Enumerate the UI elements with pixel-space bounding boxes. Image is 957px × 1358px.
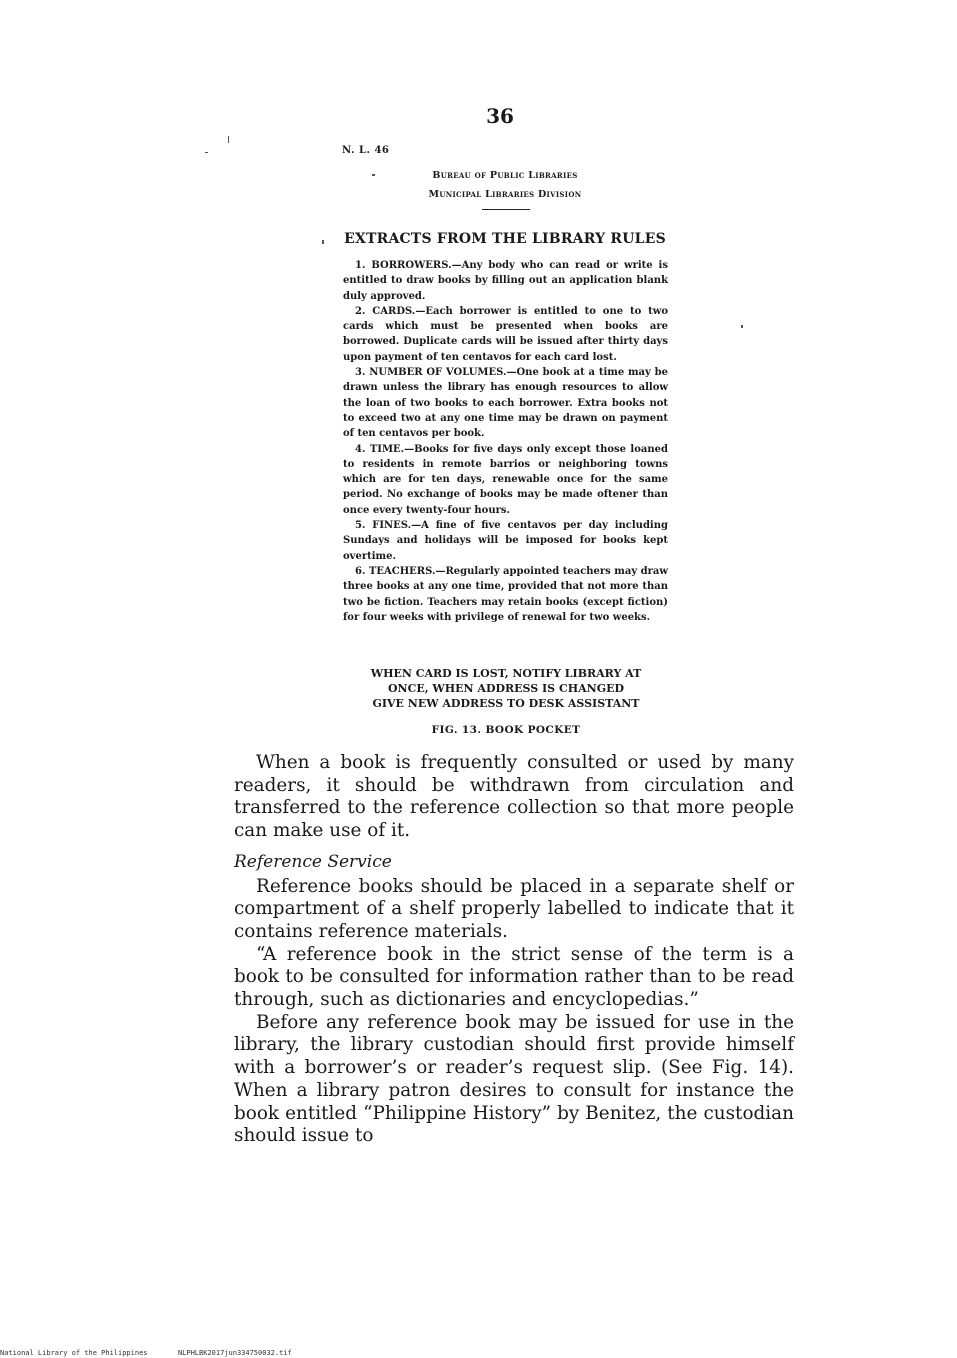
rule-item: 1. BORROWERS.—Any body who can read or write is entitled to draw books by filling out an application blank duly approved. (343, 260, 668, 302)
page-number: 36 (486, 104, 514, 128)
section-heading: Reference Service (234, 851, 392, 872)
paragraph: Before any reference book may be issued for use in the library, the library custodian should first provide himself with a borrower’s or reader’s request slip. (See Fig. 14). When a library patron desires to consult for instance the book entitled “Philippine History” by Benitez, the custodian should issue to (234, 1011, 794, 1147)
rule-item: 2. CARDS.—Each borrower is entitled to one to two cards which must be presented when books are borrowed. Duplicate cards will be issued after thirty days upon payment of ten centavos for each card lost. (343, 305, 668, 363)
paragraph: Reference books should be placed in a separate shelf or compartment of a shelf properly labelled to indicate that it contains reference materials. (234, 875, 794, 942)
footer-library: National Library of the Philippines (0, 1349, 148, 1357)
paragraph: “A reference book in the strict sense of the term is a book to be consulted for information rather than to be read through, such as dictionaries and encyclopedias.” (234, 943, 794, 1011)
library-rules-list (343, 258, 668, 625)
notice-line: ONCE, WHEN ADDRESS IS CHANGED (387, 682, 625, 695)
body-text (234, 752, 794, 1148)
scan-footer (0, 1349, 292, 1357)
footer-file-id: NLPHLBK2017jun334750032.tif (177, 1349, 292, 1357)
rule-item: 4. TIME.—Books for five days only except those loaned to residents in remote barrios or neighboring towns which are for ten days, renewable once for the same period. No exchange of books may be made oftener than once every twenty-four hours. (343, 443, 668, 516)
notice-line: WHEN CARD IS LOST, NOTIFY LIBRARY AT (370, 667, 642, 680)
rule-item: 3. NUMBER OF VOLUMES.—One book at a time may be drawn unless the library has enough resources to allow the loan of two books to each borrower. Extra books not to exceed two at any one time may be drawn on payment of ten centavos per book. (343, 367, 668, 440)
rule-item: 6. TEACHERS.—Regularly appointed teachers may draw three books at any one time, provided that not more than two be fiction. Teachers may retain books (except fiction) for four weeks with privilege of renewal for two weeks. (343, 565, 668, 623)
paragraph: When a book is frequently consulted or used by many readers, it should be withdrawn from circulation and transferred to the reference collection so that more people can make use of it. (234, 752, 794, 842)
scan-speck (741, 325, 743, 328)
form-code: N. L. 46 (342, 145, 390, 156)
figure-title: EXTRACTS FROM THE LIBRARY RULES (344, 231, 666, 247)
figure-header (340, 166, 670, 204)
header-divider (482, 209, 530, 210)
scan-speck (205, 152, 208, 153)
rule-item: 5. FINES.—A fine of five centavos per day including Sundays and holidays will be imposed for books kept overtime. (343, 520, 668, 562)
notice-line: GIVE NEW ADDRESS TO DESK ASSISTANT (372, 697, 640, 710)
division-name: Municipal Libraries Division (428, 189, 582, 200)
bureau-name: Bureau of Public Libraries (432, 170, 578, 181)
lost-card-notice (340, 666, 672, 711)
scan-speck (322, 240, 324, 244)
scan-speck (228, 136, 229, 143)
figure-caption: FIG. 13. BOOK POCKET (431, 724, 581, 736)
